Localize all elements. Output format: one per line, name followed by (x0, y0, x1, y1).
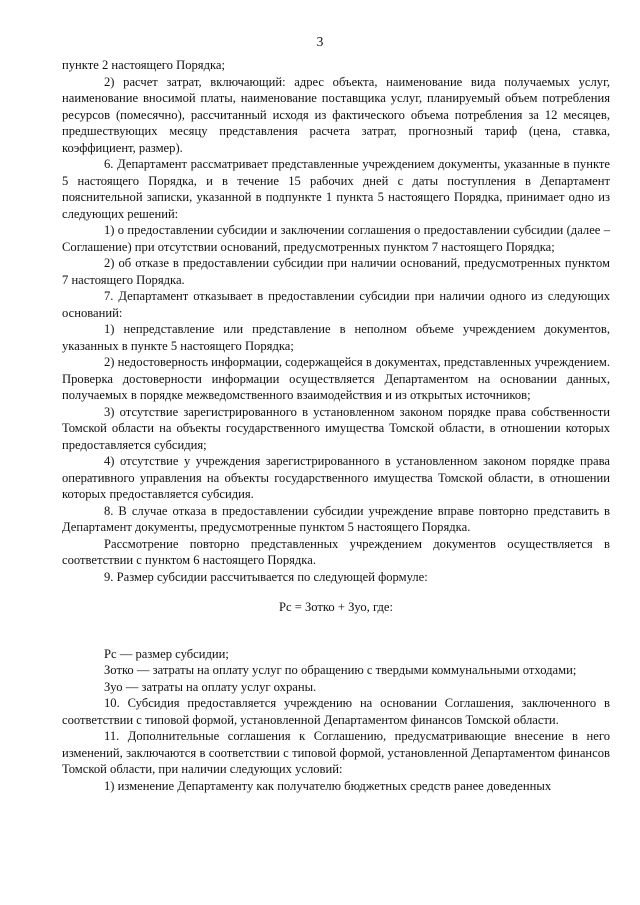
paragraph-6-item-1: 1) о предоставлении субсидии и заключении соглашения о предоставлении субсидии (далее – Соглашение) при отсутствии оснований, предусмотренных пунктом 7 настоящего Порядка; (62, 223, 610, 254)
paragraph-7: 7. Департамент отказывает в предоставлении субсидии при наличии одного из следующих оснований: (62, 289, 610, 320)
paragraph-6: 6. Департамент рассматривает представленные учреждением документы, указанные в пункте 5 настоящего Порядка, и в течение 15 рабочих дней с даты поступления в Департамент пояснительной записки, указанной в подпункте 1 пункта 5 настоящего Порядка, принимает одно из следующих решений: (62, 157, 610, 221)
paragraph-9: 9. Размер субсидии рассчитывается по следующей формуле: (104, 569, 428, 584)
page-number: 3 (316, 34, 324, 49)
paragraph-continuation: пункте 2 настоящего Порядка; (62, 58, 226, 72)
subsidy-formula: Рс = Зотко + Зуо, где: (278, 600, 394, 614)
definition-rs: Рс — размер субсидии; (104, 646, 229, 661)
paragraph-7-item-1: 1) непредставление или представление в неполном объеме учреждением документов, указанных в пункте 5 настоящего Порядка; (62, 322, 610, 353)
paragraph-7-item-4: 4) отсутствие у учреждения зарегистрированного в установленном законом порядке права оперативного управления на объекты государственного имущества Томской области, в отношении которых предоставляется субсидия. (62, 454, 610, 501)
paragraph-7-item-3: 3) отсутствие зарегистрированного в установленном законом порядке права собственности Томской области на объекты государственного имущества Томской области, в отношении которых предоставляется субсидия; (62, 404, 610, 452)
paragraph-8: 8. В случае отказа в предоставлении субсидии учреждение вправе повторно представить в Департамент документы, предусмотренные пунктом 5 настоящего Порядка. (62, 503, 610, 534)
paragraph-11-item-1: 1) изменение Департаменту как получателю бюджетных средств ранее доведенных (104, 778, 552, 793)
definition-zotko: Зотко — затраты на оплату услуг по обращению с твердыми коммунальными отходами; (104, 663, 577, 677)
paragraph-cost-calculation: 2) расчет затрат, включающий: адрес объекта, наименование вида получаемых услуг, наименование вносимой платы, наименование поставщика услуг, планируемый объем потребления ресурсов (помесячно), рассчитанный исходя из фактического объема потребления за 12 месяцев, предшествующих месяцу представления расчета затрат, прогнозный тариф (цена, ставка, коэффициент, размер). (62, 74, 610, 155)
paragraph-10: 10. Субсидия предоставляется учреждению на основании Соглашения, заключенного в соответствии с типовой формой, установленной Департаментом финансов Томской области. (62, 696, 610, 727)
paragraph-11: 11. Дополнительные соглашения к Соглашению, предусматривающие внесение в него изменений, заключаются в соответствии с типовой формой, установленной Департаментом финансов Томской области, при наличии следующих условий: (62, 729, 610, 776)
document-body (62, 57, 610, 794)
paragraph-6-item-2: 2) об отказе в предоставлении субсидии при наличии оснований, предусмотренных пунктом 7 настоящего Порядка. (62, 256, 610, 287)
definition-zuo: Зуо — затраты на оплату услуг охраны. (104, 679, 317, 694)
paragraph-8-review: Рассмотрение повторно представленных учреждением документов осуществляется в соответствии с пунктом 6 настоящего Порядка. (62, 536, 610, 567)
paragraph-7-item-2: 2) недостоверность информации, содержащейся в документах, представленных учреждением. Проверка достоверности информации осуществляется Департаментом на основании данных, получаемых в порядке межведомственного взаимодействия и из открытых источников; (62, 355, 610, 402)
